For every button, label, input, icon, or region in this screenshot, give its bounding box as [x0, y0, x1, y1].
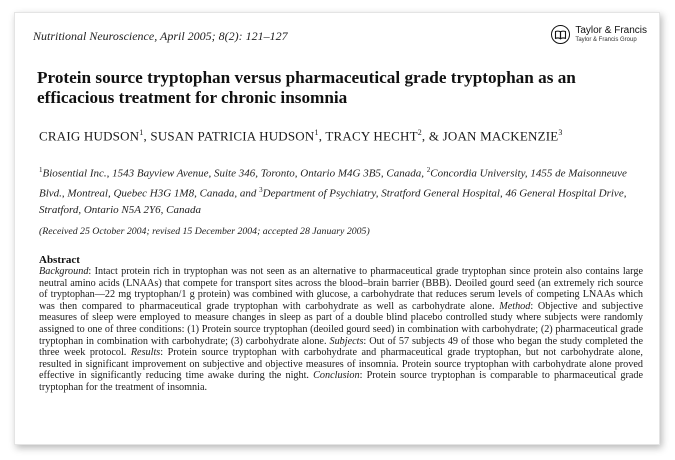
author-affiliation-mark: 1 [314, 128, 319, 137]
author-list [39, 128, 651, 144]
author-separator: , [143, 128, 151, 144]
author-name: JOAN MACKENZIE [442, 128, 559, 144]
publisher-name: Taylor & Francis [575, 25, 647, 37]
paper-title: Protein source tryptophan versus pharmaceutical grade tryptophan as an efficacious treatment for chronic insomnia [37, 68, 576, 107]
author-separator: , [318, 128, 326, 144]
author-affiliation-mark: 2 [417, 128, 422, 137]
abstract-heading: Abstract [39, 254, 80, 266]
book-icon [554, 28, 567, 41]
journal-citation: Nutritional Neuroscience, April 2005; 8(2): 121–127 [33, 29, 288, 43]
author-name: CRAIG HUDSON [39, 128, 140, 144]
publisher-logo-icon [551, 25, 570, 44]
abstract-subjects: : Out of 57 subjects 49 of those who began the study completed the three week protocol. [39, 335, 643, 359]
abstract-conclusion: : Protein source tryptophan is comparable to pharmaceutical grade tryptophan for the treatment of insomnia. [39, 370, 643, 393]
affiliation-text: Department of Psychiatry, Stratford General Hospital, 46 General Hospital Drive, Stratford, Ontario N5A 2Y6, Canada [39, 187, 627, 217]
abstract-results: : Protein source tryptophan with carbohydrate and pharmaceutical grade tryptophan, but not carbohydrate alone, resulted in significant improvement on subjective and objective measures of insomnia. Protein source tryptophan with carbohydrate alone proved effective in significantly reducing time awake during the night. [39, 347, 643, 382]
affiliations [39, 162, 645, 219]
publisher-group: Taylor & Francis Group [575, 36, 637, 43]
received-dates: (Received 25 October 2004; revised 15 December 2004; accepted 28 January 2005) [39, 226, 370, 237]
affiliation-mark: 2 [426, 166, 431, 174]
author-name: TRACY HECHT [325, 128, 418, 144]
author-affiliation-mark: 1 [139, 128, 144, 137]
affiliation-mark: 3 [259, 186, 263, 195]
author-name: SUSAN PATRICIA HUDSON [150, 128, 315, 144]
abstract-text [39, 266, 643, 394]
affiliation-text: Concordia University, 1455 de Maisonneuve Blvd., Montreal, Quebec H3G 1M8, Canada, and [39, 167, 627, 200]
abstract-label-subjects: Subjects [329, 335, 364, 347]
abstract-label-background: Background [39, 266, 89, 277]
author-separator: , & [421, 128, 443, 144]
affiliation-text: Biosential Inc., 1543 Bayview Avenue, Suite 346, Toronto, Ontario M4G 3B5, Canada, [42, 167, 427, 180]
abstract-label-results: Results [130, 347, 161, 359]
abstract-background: : Intact protein rich in tryptophan was not seen as an alternative to pharmaceutical grade tryptophan since protein also contains large neutral amino acids (LNAAs) that compete for transport sites across the blood–brain barrier (BBB). Deoiled gourd seed (an extremely rich source of tryptophan—22 mg tryptophan/1 g protein) was combined with glucose, a carbohydrate that reduces serum levels of competing LNAAs which was then compared to pharmaceutical grade tryptophan with carbohydrate as well as carbohydrate alone. [39, 266, 643, 312]
paper-page [14, 12, 660, 445]
abstract-label-conclusion: Conclusion [313, 370, 360, 382]
author-affiliation-mark: 3 [558, 128, 563, 137]
publisher-logo [551, 25, 647, 44]
abstract-method: : Objective and subjective measures of sleep were employed to measure changes in sleep as part of a double blind placebo controlled study where subjects were randomly assigned to one of three conditions: (1) Protein source tryptophan (deoiled gourd seed) in combination with carbohydrate; (2) pharmaceutical grade tryptophan in combination with carbohydrate; (3) carbohydrate alone. [39, 300, 643, 347]
abstract-label-method: Method [499, 300, 531, 312]
affiliation-mark: 1 [39, 166, 43, 174]
